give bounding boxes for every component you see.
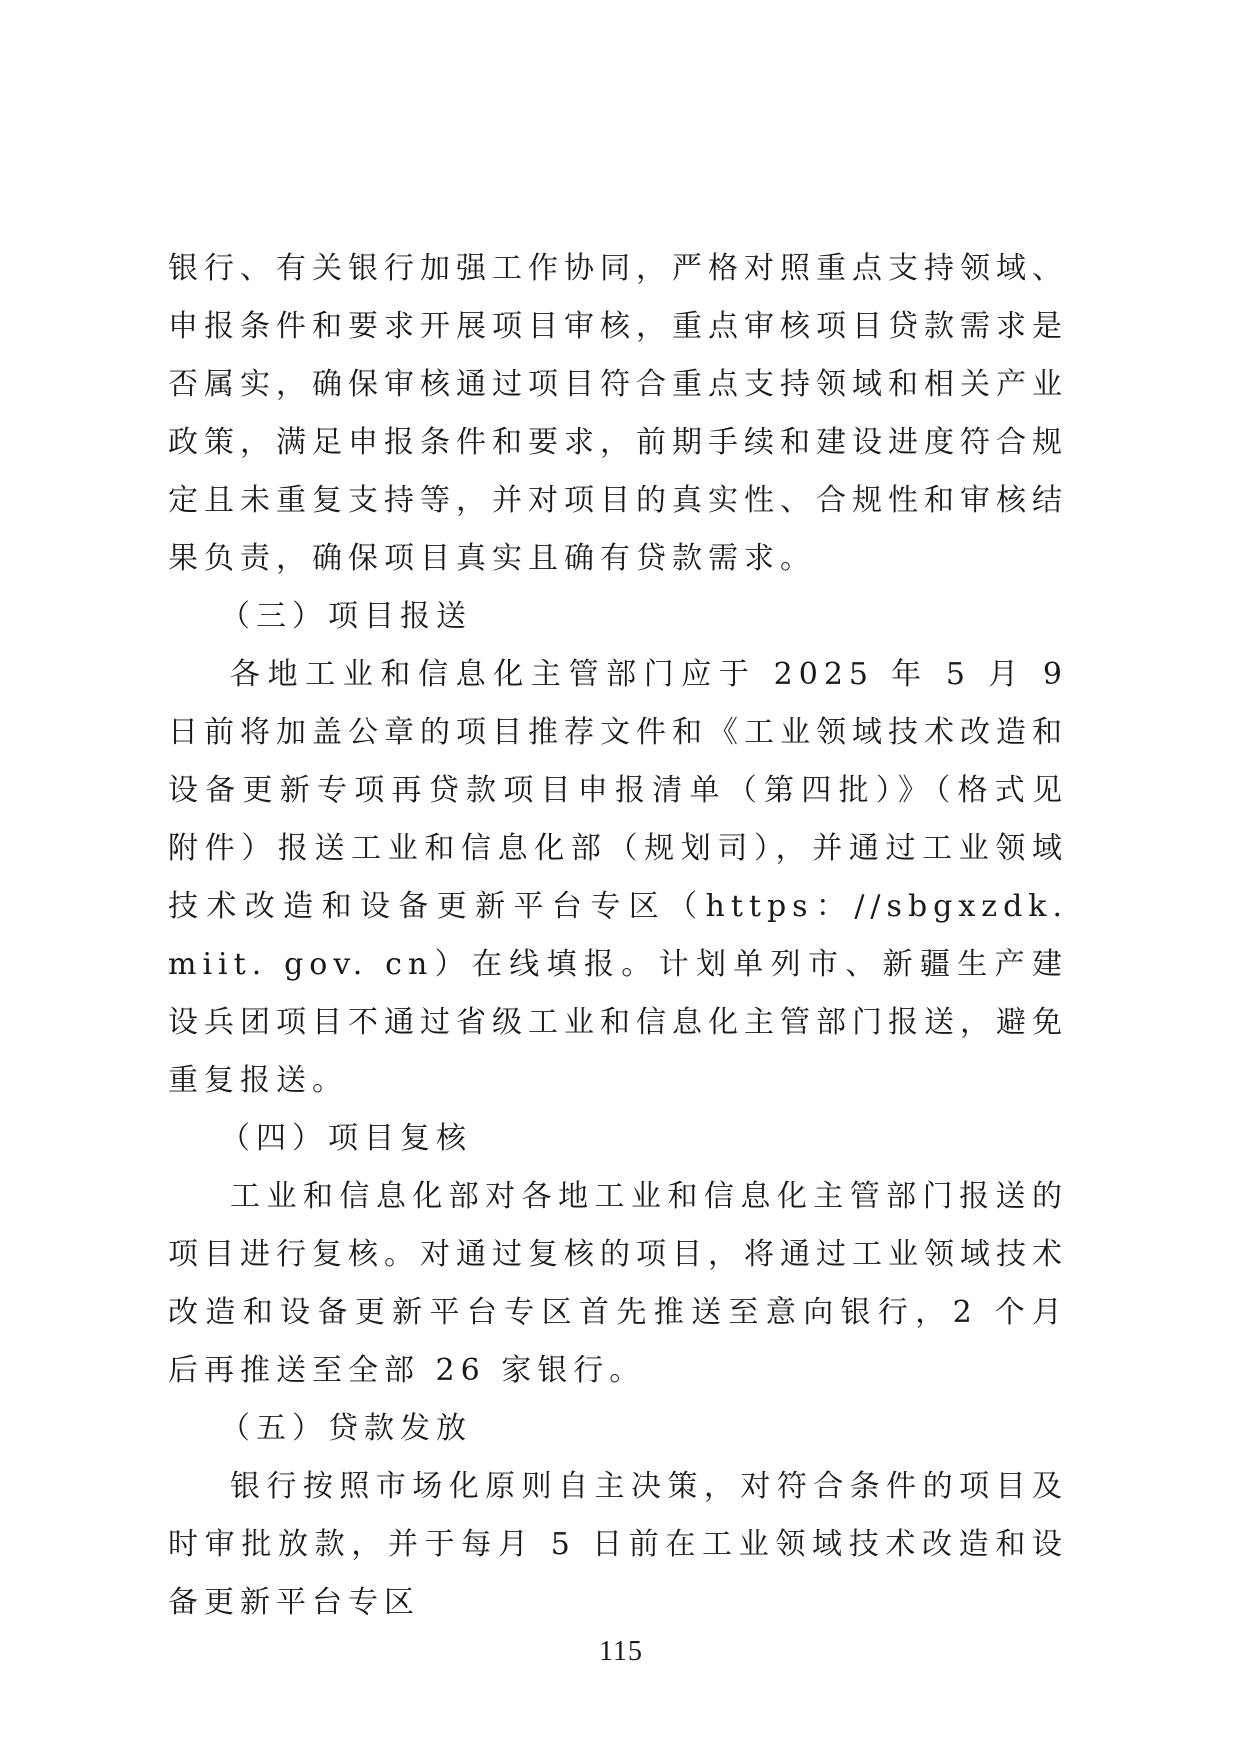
- section-heading-project-submission: （三）项目报送: [220, 599, 472, 634]
- paragraph-bank-review: 银行、有关银行加强工作协同，严格对照重点支持领域、申报条件和要求开展项目审核，重点审核项目贷款需求是否属实，确保审核通过项目符合重点支持领域和相关产业政策，满足申报条件和要求，前期手续和建设进度符合规定且未重复支持等，并对项目的真实性、合规性和审核结果负责，确保项目真实且确有贷款需求。: [168, 251, 1068, 576]
- section-heading-loan-issuance: （五）贷款发放: [220, 1411, 472, 1446]
- page-number: 115: [599, 1636, 643, 1667]
- document-body: [168, 240, 1068, 1632]
- section-heading-project-recheck: （四）项目复核: [220, 1121, 472, 1156]
- paragraph-project-recheck: 工业和信息化部对各地工业和信息化主管部门报送的项目进行复核。对通过复核的项目，将通过工业领域技术改造和设备更新平台专区首先推送至意向银行，2 个月后再推送至全部 26 家银行。: [168, 1179, 1068, 1388]
- paragraph-project-submission: 各地工业和信息化主管部门应于 2025 年 5 月 9 日前将加盖公章的项目推荐文件和《工业领域技术改造和设备更新专项再贷款项目申报清单（第四批）》（格式见附件）报送工业和信息化部（规划司），并通过工业领域技术改造和设备更新平台专区（https：//sbgxzdk. miit. gov. cn）在线填报。计划单列市、新疆生产建设兵团项目不通过省级工业和信息化主管部门报送，避免重复报送。: [168, 657, 1068, 1098]
- paragraph-loan-issuance: 银行按照市场化原则自主决策，对符合条件的项目及时审批放款，并于每月 5 日前在工业领域技术改造和设备更新平台专区: [168, 1469, 1068, 1620]
